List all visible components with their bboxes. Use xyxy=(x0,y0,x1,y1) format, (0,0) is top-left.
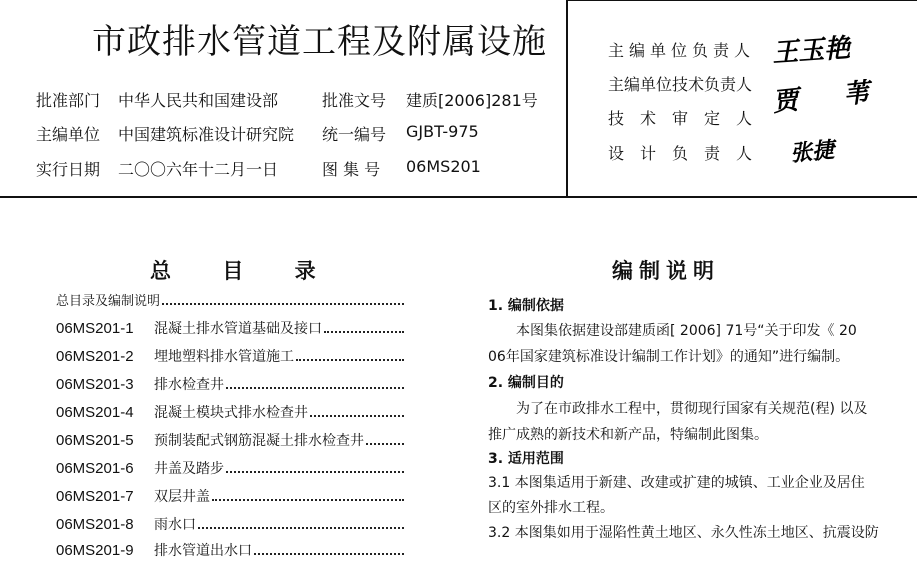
header-divider xyxy=(566,0,568,197)
toc-item-name: 埋地塑料排水管道施工 xyxy=(154,349,294,365)
section-2-heading: 2. 编制目的 xyxy=(488,375,564,391)
description-title: 编制说明 xyxy=(612,259,720,283)
toc-row-2[interactable] xyxy=(56,346,406,366)
toc-row-4[interactable] xyxy=(56,402,406,422)
toc-item-code: 06MS201-7 xyxy=(56,488,134,505)
meta-value-chief-editor: 中国建筑标准设计研究院 xyxy=(118,125,295,144)
meta-label-effective-date: 实行日期 xyxy=(36,160,101,179)
toc-item-name: 排水检查井 xyxy=(154,377,224,393)
section-3-heading: 3. 适用范围 xyxy=(488,451,564,467)
toc-title-char-3: 录 xyxy=(294,259,316,283)
toc-item-name: 雨水口 xyxy=(154,517,196,533)
meta-value-unified-no: GJBT-975 xyxy=(406,122,479,141)
section-3-line-2: 区的室外排水工程。 xyxy=(488,500,614,516)
toc-row-3[interactable] xyxy=(56,374,406,394)
toc-leader-dots xyxy=(162,302,404,305)
toc-leader-dots xyxy=(226,470,404,473)
meta-label-unified-no: 统一编号 xyxy=(322,125,387,144)
toc-item-name: 排水管道出水口 xyxy=(154,543,252,559)
section-1-line-1: 本图集依据建设部建质函[ 2006] 71号“关于印发《 20 xyxy=(516,323,857,339)
signature-chief-unit-head: 王玉艳 xyxy=(771,33,852,69)
toc-item-name: 预制装配式钢筋混凝土排水检查井 xyxy=(154,433,364,449)
toc-title xyxy=(150,255,316,285)
section-3-line-1: 3.1 本图集适用于新建、改建或扩建的城镇、工业企业及居住 xyxy=(488,475,865,491)
toc-leader-dots xyxy=(226,386,404,389)
meta-label-chief-editor: 主编单位 xyxy=(36,125,101,144)
toc-row-1[interactable] xyxy=(56,318,406,338)
toc-item-name: 总目录及编制说明 xyxy=(56,294,161,309)
section-2-line-1: 为了在市政排水工程中，贯彻现行国家有关规范(程) 以及 xyxy=(516,401,868,417)
signature-design-lead: 张捷 xyxy=(789,137,836,167)
toc-title-char-1: 总 xyxy=(150,259,171,283)
toc-item-code: 06MS201-5 xyxy=(56,432,134,449)
meta-value-approval-dept: 中华人民共和国建设部 xyxy=(118,91,279,110)
toc-item-code: 06MS201-2 xyxy=(56,348,134,365)
sig-role-design-lead: 设计负责人 xyxy=(608,144,769,163)
section-1-heading: 1. 编制依据 xyxy=(488,298,564,314)
toc-item-name: 井盖及踏步 xyxy=(154,461,224,477)
toc-row-6[interactable] xyxy=(56,458,406,478)
meta-label-approval-dept: 批准部门 xyxy=(36,91,101,110)
toc-row-8[interactable] xyxy=(56,514,406,534)
toc-leader-dots xyxy=(212,498,404,501)
meta-value-effective-date: 二〇〇六年十二月一日 xyxy=(118,160,279,179)
toc-leader-dots xyxy=(198,526,404,529)
toc-leader-dots xyxy=(296,358,404,361)
sig-role-chief-tech-head: 主编单位技术负责人 xyxy=(608,75,753,94)
meta-label-approval-no: 批准文号 xyxy=(322,91,387,110)
toc-item-name: 混凝土排水管道基础及接口 xyxy=(154,321,322,337)
toc-row-7[interactable] xyxy=(56,486,406,506)
sig-role-chief-unit-head: 主编单位负责人 xyxy=(608,41,756,60)
toc-item-code: 06MS201-9 xyxy=(56,542,134,559)
signature-chief-tech-head: 贾 苇 xyxy=(771,76,889,118)
toc-title-char-2: 目 xyxy=(222,259,244,283)
toc-item-code: 06MS201-6 xyxy=(56,460,134,477)
toc-leader-dots xyxy=(310,414,404,417)
toc-item-code: 06MS201-1 xyxy=(56,320,134,337)
toc-item-code: 06MS201-8 xyxy=(56,516,134,533)
header-top-rule xyxy=(566,0,917,1)
toc-leader-dots xyxy=(366,442,404,445)
toc-item-code: 06MS201-4 xyxy=(56,404,134,421)
meta-value-approval-no: 建质[2006]281号 xyxy=(406,91,538,110)
section-2-line-2: 推广成熟的新技术和新产品，特编制此图集。 xyxy=(488,427,768,443)
toc-item-name: 双层井盖 xyxy=(154,489,210,505)
meta-value-atlas-no: 06MS201 xyxy=(406,157,481,176)
toc-item-name: 混凝土模块式排水检查井 xyxy=(154,405,308,421)
toc-leader-dots xyxy=(324,330,404,333)
toc-row-intro[interactable] xyxy=(56,290,406,309)
toc-row-5[interactable] xyxy=(56,430,406,450)
toc-leader-dots xyxy=(254,552,404,555)
toc-item-code: 06MS201-3 xyxy=(56,376,134,393)
header-bottom-rule xyxy=(0,196,917,198)
section-3-line-3: 3.2 本图集如用于湿陷性黄土地区、永久性冻土地区、抗震设防 xyxy=(488,525,879,541)
document-title: 市政排水管道工程及附属设施 xyxy=(92,22,547,62)
meta-label-atlas-no: 图 集 号 xyxy=(322,160,381,179)
sig-role-technical-reviewer: 技术审定人 xyxy=(608,109,769,128)
section-1-line-2: 06年国家建筑标准设计编制工作计划》的通知”进行编制。 xyxy=(488,349,850,365)
toc-row-9[interactable] xyxy=(56,540,406,560)
